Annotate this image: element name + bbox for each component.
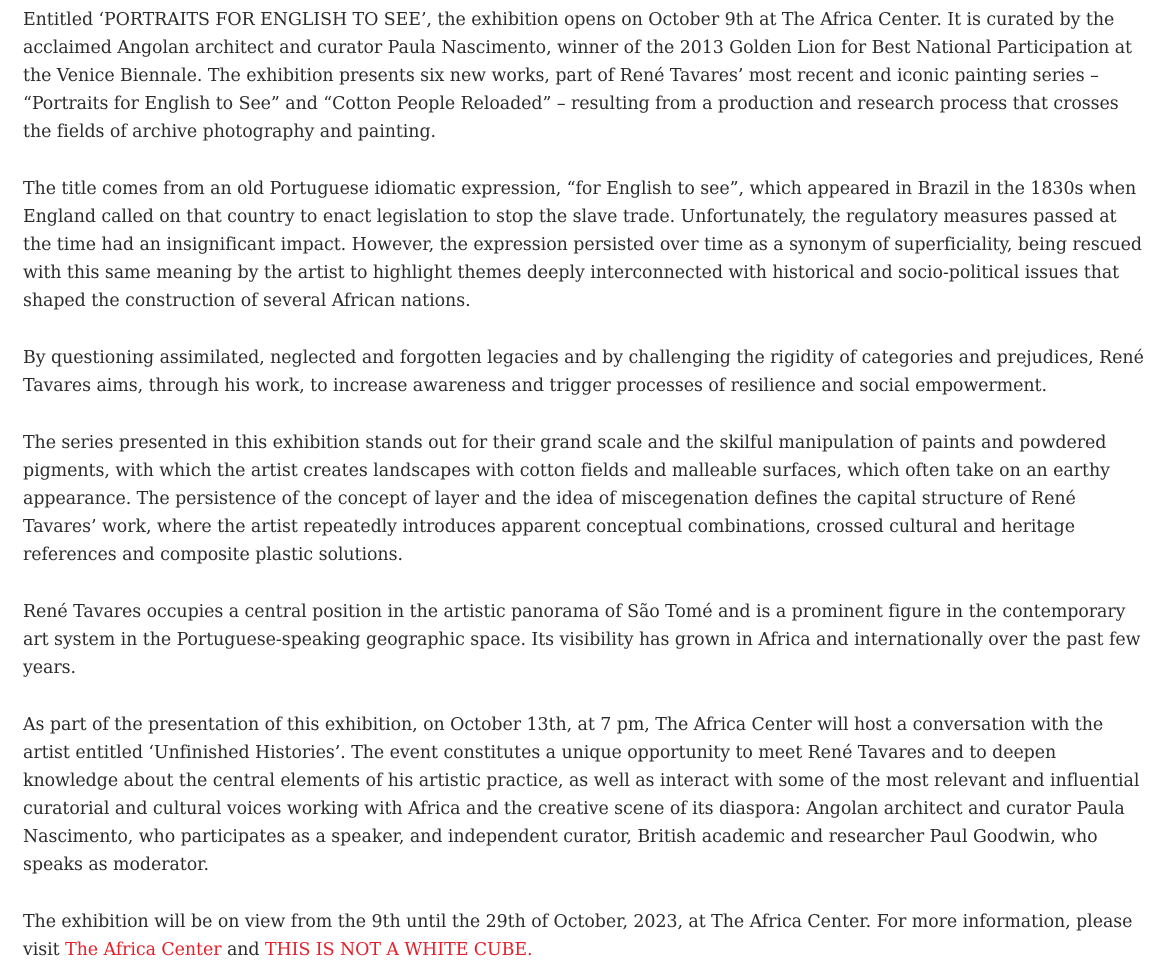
paragraph-series-description: The series presented in this exhibition stands out for their grand scale and the skilful manipulation of paints and powdered pigments, with which the artist creates landscapes with cotton fields and malleable surfaces, which often take on an earthy appearance. The persistence of the concept of layer and the idea of miscegenation defines the capital structure of René Tavares’ work, where the artist repeatedly introduces apparent conceptual combinations, crossed cultural and heritage references and composite plastic solutions.	[23, 433, 1110, 565]
closing-text: The exhibition will be on view from the 9th until the 29th of October, 2023, at The Africa Center. For more information, please visit	[23, 912, 1133, 960]
paragraph-conversation-event: As part of the presentation of this exhibition, on October 13th, at 7 pm, The Africa Center will host a conversation with the artist entitled ‘Unfinished Histories’. The event constitutes a unique opportunity to meet René Tavares and to deepen knowledge about the central elements of his artistic practice, as well as interact with some of the most relevant and influential curatorial and cultural voices working with Africa and the creative scene of its diaspora: Angolan architect and curator Paula Nascimento, who participates as a speaker, and independent curator, British academic and researcher Paul Goodwin, who speaks as moderator.	[23, 715, 1140, 875]
closing-connector: and	[221, 940, 265, 960]
link-this-is-not-a-white-cube[interactable]: THIS IS NOT A WHITE CUBE.	[264, 940, 533, 960]
paragraph-artist-position: René Tavares occupies a central position in the artistic panorama of São Tomé and is a prominent figure in the contemporary art system in the Portuguese-speaking geographic space. Its visibility has grown in Africa and internationally over the past few years.	[23, 602, 1141, 678]
paragraph-title-origin: The title comes from an old Portuguese idiomatic expression, “for English to see”, which appeared in Brazil in the 1830s when England called on that country to enact legislation to stop the slave trade. Unfortunately, the regulatory measures passed at the time had an insignificant impact. However, the expression persisted over time as a synonym of superficiality, being rescued with this same meaning by the artist to highlight themes deeply interconnected with historical and socio-political issues that shaped the construction of several African nations.	[23, 179, 1142, 311]
paragraph-closing-info	[23, 908, 1145, 964]
paragraph-artist-aims: By questioning assimilated, neglected and forgotten legacies and by challenging the rigidity of categories and prejudices, René Tavares aims, through his work, to increase awareness and trigger processes of resilience and social empowerment.	[23, 348, 1144, 396]
paragraph-exhibition-intro: Entitled ‘PORTRAITS FOR ENGLISH TO SEE’, the exhibition opens on October 9th at The Africa Center. It is curated by the acclaimed Angolan architect and curator Paula Nascimento, winner of the 2013 Golden Lion for Best National Participation at the Venice Biennale. The exhibition presents six new works, part of René Tavares’ most recent and iconic painting series – “Portraits for English to See” and “Cotton People Reloaded” – resulting from a production and research process that crosses the fields of archive photography and painting.	[23, 10, 1132, 142]
article-body	[23, 6, 1145, 964]
link-the-africa-center[interactable]: The Africa Center	[65, 940, 222, 960]
